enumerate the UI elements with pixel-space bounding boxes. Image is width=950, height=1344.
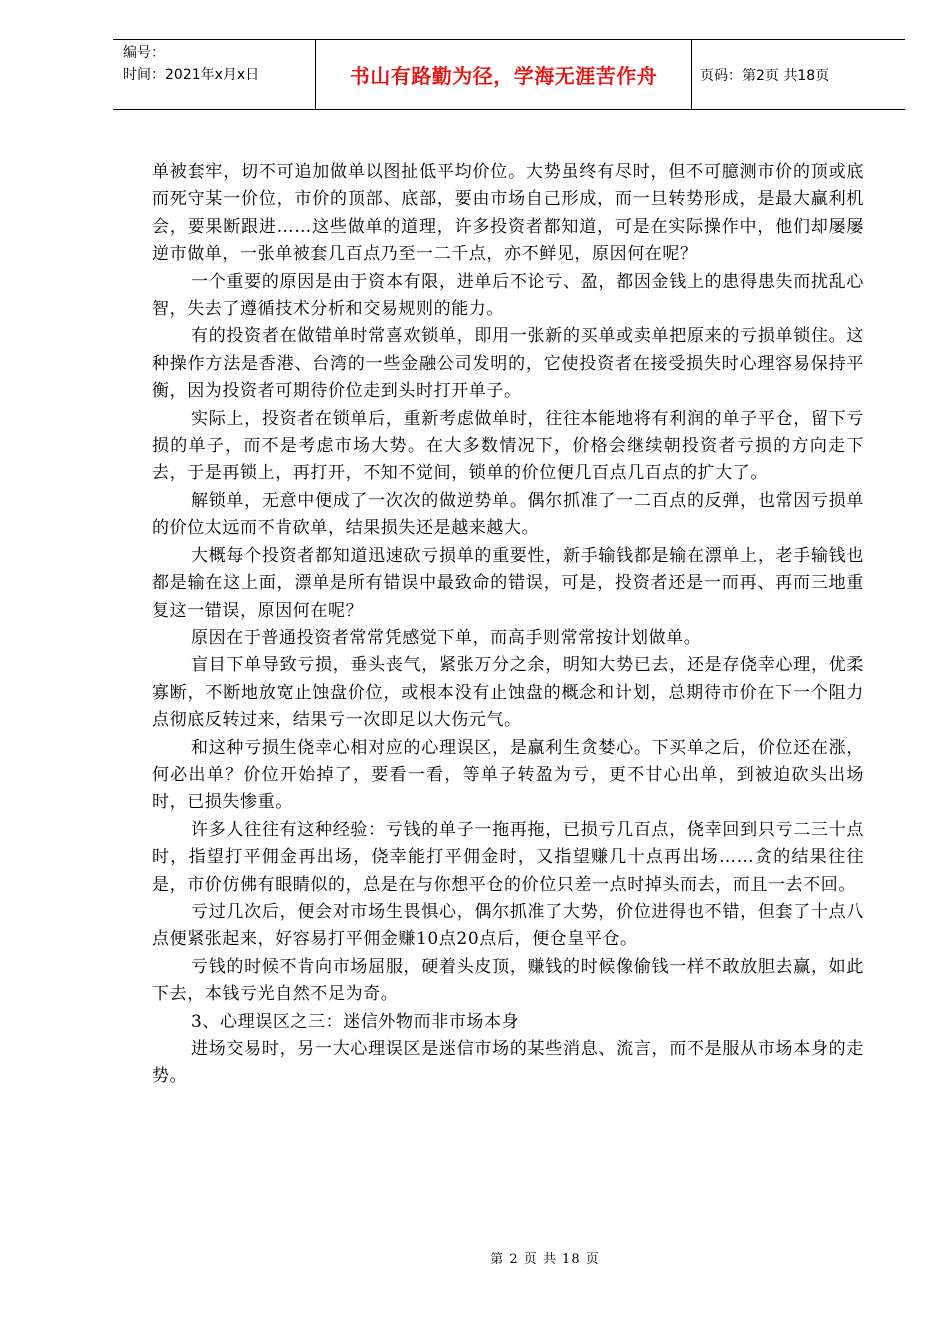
paragraph: 大概每个投资者都知道迅速砍亏损单的重要性，新手输钱都是输在漂单上，老手输钱也都是输在这上面，漂单是所有错误中最致命的错误，可是，投资者还是一而再、再而三地重复这一错误，原因何在呢？ bbox=[152, 545, 864, 621]
page-footer: 第 2 页 共 18 页 bbox=[490, 1252, 600, 1267]
paragraph: 和这种亏损生侥幸心相对应的心理误区，是赢利生贪婪心。下买单之后，价位还在涨，何必出单？价位开始掉了，要看一看，等单子转盈为亏，更不甘心出单，到被迫砍头出场时，已损失惨重。 bbox=[152, 737, 864, 813]
paragraph: 实际上，投资者在锁单后，重新考虑做单时，往往本能地将有利润的单子平仓，留下亏损的单子，而不是考虑市场大势。在大多数情况下，价格会继续朝投资者亏损的方向走下去，于是再锁上，再打开，不知不觉间，锁单的价位便几百点几百点的扩大了。 bbox=[152, 408, 864, 484]
paragraph: 亏过几次后，便会对市场生畏惧心，偶尔抓准了大势，价位进得也不错，但套了十点八点便紧张起来，好容易打平佣金赚10点20点后，便仓皇平仓。 bbox=[152, 901, 864, 950]
paragraph: 一个重要的原因是由于资本有限，进单后不论亏、盈，都因金钱上的患得患失而扰乱心智，失去了遵循技术分析和交易规则的能力。 bbox=[152, 271, 864, 320]
header-motto-cell bbox=[316, 40, 692, 109]
header-page-cell bbox=[692, 40, 905, 109]
motto-text: 书山有路勤为径，学海无涯苦作舟 bbox=[349, 64, 658, 88]
section-heading: 3、心理误区之三：迷信外物而非市场本身 bbox=[191, 1011, 520, 1032]
paragraph: 解锁单，无意中便成了一次次的做逆势单。偶尔抓准了一二百点的反弹，也常因亏损单的价位太远而不肯砍单，结果损失还是越来越大。 bbox=[152, 490, 864, 539]
paragraph: 盲目下单导致亏损，垂头丧气，紧张万分之余，明知大势已去，还是存侥幸心理，优柔寡断，不断地放宽止蚀盘价位，或根本没有止蚀盘的概念和计划，总期待市价在下一个阻力点彻底反转过来，结果亏一次即足以大伤元气。 bbox=[152, 655, 864, 731]
paragraph: 有的投资者在做错单时常喜欢锁单，即用一张新的买单或卖单把原来的亏损单锁住。这种操作方法是香港、台湾的一些金融公司发明的，它使投资者在接受损失时心理容易保持平衡，因为投资者可期待价位走到头时打开单子。 bbox=[152, 326, 864, 402]
paragraph: 单被套牢，切不可追加做单以图扯低平均价位。大势虽终有尽时，但不可臆测市价的顶或底而死守某一价位，市价的顶部、底部，要由市场自己形成，而一旦转势形成，是最大赢利机会，要果断跟进……这些做单的道理，许多投资者都知道，可是在实际操作中，他们却屡屡逆市做单，一张单被套几百点乃至一二千点，亦不鲜见，原因何在呢？ bbox=[152, 162, 864, 265]
header-meta-cell bbox=[113, 40, 316, 109]
date-label: 时间：2021年x月x日 bbox=[123, 67, 260, 83]
serial-number-label: 编号： bbox=[123, 45, 165, 61]
document-header bbox=[113, 39, 905, 110]
document-body bbox=[152, 159, 864, 1091]
page-number-label: 页码：第2页 共18页 bbox=[700, 67, 830, 84]
paragraph: 进场交易时，另一大心理误区是迷信市场的某些消息、流言，而不是服从市场本身的走势。 bbox=[152, 1039, 864, 1087]
paragraph: 许多人往往有这种经验：亏钱的单子一拖再拖，已损亏几百点，侥幸回到只亏二三十点时，指望打平佣金再出场，侥幸能打平佣金时，又指望赚几十点再出场……贪的结果往往是，市价仿佛有眼睛似的，总是在与你想平仓的价位只差一点时掉头而去，而且一去不回。 bbox=[152, 819, 864, 895]
paragraph: 亏钱的时候不肯向市场屈服，硬着头皮顶，赚钱的时候像偷钱一样不敢放胆去赢，如此下去，本钱亏光自然不足为奇。 bbox=[152, 956, 864, 1005]
paragraph: 原因在于普通投资者常常凭感觉下单，而高手则常常按计划做单。 bbox=[191, 627, 702, 648]
